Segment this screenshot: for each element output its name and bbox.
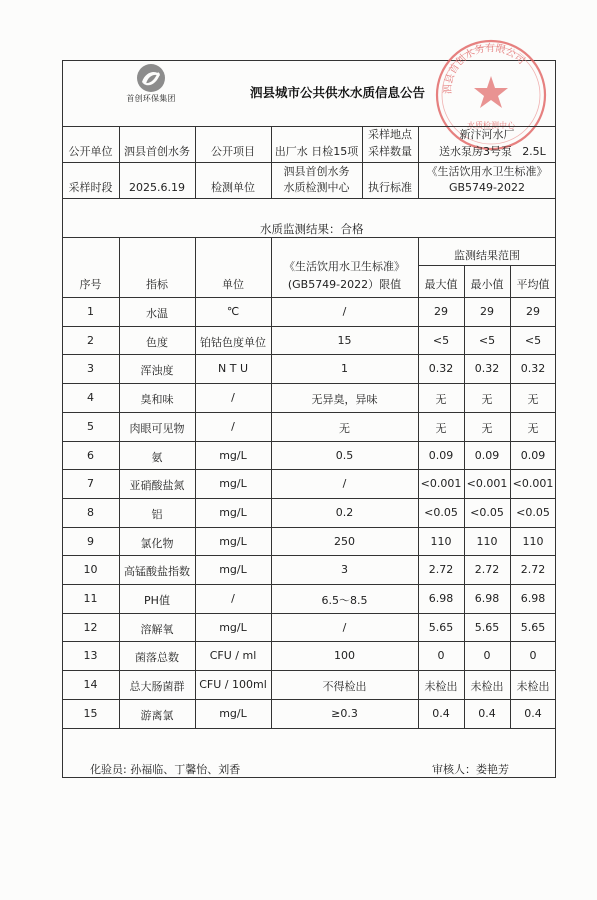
row-max: 未检出 (424, 680, 458, 694)
table-row-line (62, 555, 556, 556)
time-value: 2025.6.19 (129, 181, 185, 194)
unit-value-line2: 水质检测中心 (283, 181, 350, 194)
header-mid-line (62, 162, 556, 163)
row-seq: 14 (83, 678, 98, 692)
table-row-line (62, 699, 556, 700)
row-limit: / (342, 477, 347, 491)
row-unit: mg/L (219, 448, 247, 462)
row-indicator: 浑浊度 (140, 364, 174, 378)
range-sub-line (418, 265, 556, 266)
quantity-value: 2.5L (522, 145, 546, 158)
row-indicator: 菌落总数 (135, 651, 179, 665)
row-min: <0.001 (466, 477, 508, 491)
row-unit: CFU / 100ml (199, 678, 267, 692)
row-indicator: 水温 (146, 307, 168, 320)
table-row-line (62, 441, 556, 442)
row-max: 0.4 (432, 706, 450, 720)
row-indicator: 游离氯 (140, 708, 174, 722)
location-detail: 送水泵房3号泵 (439, 145, 512, 158)
table-row-line (62, 412, 556, 413)
table-row-line (62, 383, 556, 384)
document-title: 泗县城市公共供水水质信息公告 (250, 85, 426, 100)
row-limit: 无异臭，异味 (311, 393, 378, 407)
row-avg: 未检出 (516, 680, 550, 694)
row-avg: 0.32 (520, 362, 546, 376)
table-row-line (62, 354, 556, 355)
table-row-line (62, 527, 556, 528)
location-label: 采样地点 (368, 128, 412, 141)
row-min: 0.09 (474, 448, 500, 462)
table-row-line (62, 584, 556, 585)
row-max: <0.001 (420, 477, 462, 491)
row-indicator: 铝 (151, 507, 163, 521)
seal-sub: 水质检测中心 (467, 121, 515, 130)
row-indicator: 高锰酸盐指数 (124, 565, 190, 579)
row-unit: / (231, 419, 235, 433)
row-min: 0.32 (474, 362, 500, 376)
row-seq: 7 (87, 477, 94, 491)
table-row-line (62, 297, 556, 298)
row-avg: 0 (529, 649, 537, 663)
row-avg: <0.05 (516, 505, 550, 519)
row-limit: 不得检出 (322, 680, 367, 694)
row-min: 未检出 (470, 680, 504, 694)
quantity-label: 采样数量 (368, 145, 412, 158)
row-max: 5.65 (428, 620, 454, 634)
row-max: 无 (435, 393, 447, 407)
time-label: 采样时段 (68, 181, 113, 194)
header-range: 监测结果范围 (454, 249, 520, 262)
row-limit: 100 (334, 649, 355, 663)
row-unit: mg/L (219, 534, 247, 548)
row-limit: 无 (339, 421, 350, 435)
unit-value-line1: 泗县首创水务 (283, 165, 350, 178)
row-max: 0.09 (428, 448, 454, 462)
row-limit: 3 (341, 563, 348, 577)
row-unit: mg/L (219, 563, 247, 577)
row-min: <5 (478, 333, 496, 347)
row-min: 5.65 (474, 620, 500, 634)
row-min: 6.98 (474, 592, 500, 605)
row-seq: 2 (87, 333, 94, 347)
row-unit: mg/L (219, 505, 247, 519)
project-label: 公开项目 (211, 145, 255, 158)
row-max: <0.05 (424, 505, 458, 519)
row-indicator: 臭和味 (140, 393, 174, 407)
row-avg: 无 (527, 393, 539, 407)
row-unit: CFU / ml (209, 649, 257, 663)
table-row-line (62, 641, 556, 642)
row-unit: mg/L (219, 477, 247, 491)
row-max: 6.98 (428, 592, 454, 605)
row-max: <5 (432, 333, 450, 347)
seal-text: 泗县首创水务有限公司 (442, 43, 527, 95)
svg-text:泗县首创水务有限公司 (442, 41, 528, 94)
row-unit: N T U (218, 362, 248, 376)
row-unit: / (231, 592, 235, 605)
table-row-line (62, 498, 556, 499)
row-seq: 6 (87, 448, 94, 462)
row-seq: 9 (87, 534, 94, 548)
row-unit: mg/L (219, 620, 247, 634)
row-limit: 1 (341, 362, 348, 376)
header-seq: 序号 (79, 278, 102, 291)
header-min: 最小值 (470, 278, 504, 291)
row-seq: 13 (83, 649, 98, 663)
row-indicator: 氯化物 (140, 536, 174, 550)
row-min: 无 (481, 393, 493, 407)
header-top-line (62, 126, 556, 127)
row-indicator: 肉眼可见物 (129, 421, 185, 435)
location-value: 新汴河水厂 (459, 128, 515, 141)
row-min: 2.72 (474, 563, 500, 577)
row-seq: 4 (87, 391, 94, 405)
row-max: 无 (435, 421, 447, 435)
row-min: <0.05 (470, 505, 504, 519)
row-indicator: 色度 (146, 335, 168, 349)
row-limit: 0.2 (335, 505, 354, 519)
unit-label: 检测单位 (211, 181, 255, 194)
row-avg: 0.09 (520, 448, 546, 462)
row-min: 无 (481, 421, 493, 435)
table-top-line (62, 237, 556, 238)
row-indicator: 总大肠菌群 (129, 680, 185, 694)
publisher-label: 公开单位 (68, 145, 113, 158)
row-min: 0 (483, 649, 491, 663)
header-limit-line1: 《生活饮用水卫生标准》 (284, 260, 405, 273)
row-limit: 250 (334, 534, 355, 548)
row-limit: / (342, 305, 347, 318)
row-avg: <5 (524, 333, 542, 347)
row-unit: ℃ (226, 305, 240, 318)
row-limit: ≥0.3 (331, 706, 358, 720)
standard-value-line2: GB5749-2022 (448, 181, 526, 194)
table-row-line (62, 670, 556, 671)
row-avg: 2.72 (520, 563, 546, 577)
row-unit: / (231, 391, 235, 405)
row-avg: <0.001 (512, 477, 554, 491)
row-indicator: 氨 (151, 450, 163, 464)
row-limit: / (342, 620, 347, 634)
header-avg: 平均值 (516, 278, 550, 291)
publisher-value: 泗县首创水务 (124, 145, 190, 158)
row-seq: 8 (87, 505, 94, 519)
row-limit: 6.5～8.5 (321, 594, 368, 607)
row-max: 0.32 (428, 362, 454, 376)
row-avg: 5.65 (520, 620, 546, 634)
logo-org-name: 首创环保集团 (126, 94, 176, 103)
table-row-line (62, 613, 556, 614)
row-avg: 110 (522, 534, 544, 548)
row-max: 29 (434, 305, 448, 318)
row-seq: 10 (83, 563, 98, 577)
row-seq: 1 (87, 305, 94, 318)
header-unit: 单位 (222, 278, 244, 291)
row-unit: 铂钴色度单位 (200, 335, 266, 349)
row-seq: 3 (87, 362, 94, 376)
table-row-line (62, 326, 556, 327)
table-row-line (62, 728, 556, 729)
row-max: 110 (430, 534, 452, 548)
row-max: 0 (437, 649, 445, 663)
header-max: 最大值 (424, 278, 458, 291)
reviewer-signature-line: 审核人：娄艳芳 (432, 763, 509, 776)
row-avg: 29 (526, 305, 540, 318)
row-indicator: PH值 (144, 594, 170, 607)
standard-value-line1: 《生活饮用水卫生标准》 (426, 165, 548, 178)
testers-signature-line: 化验员: 孙福临、丁馨怡、刘香 (90, 763, 241, 776)
header-indicator: 指标 (146, 278, 168, 291)
row-max: 2.72 (428, 563, 454, 577)
row-seq: 15 (83, 706, 98, 720)
row-avg: 6.98 (520, 592, 546, 605)
table-row-line (62, 469, 556, 470)
logo-caption (116, 93, 186, 104)
header-bottom-line (62, 198, 556, 199)
row-limit: 0.5 (335, 448, 354, 462)
row-avg: 0.4 (524, 706, 542, 720)
result-summary: 水质监测结果：合格 (260, 222, 364, 236)
row-seq: 12 (83, 620, 98, 634)
row-seq: 5 (87, 419, 94, 433)
row-unit: mg/L (219, 706, 247, 720)
row-avg: 无 (527, 421, 539, 435)
project-value: 出厂水 日检15项 (274, 145, 359, 158)
standard-label: 执行标准 (368, 181, 412, 194)
row-indicator: 亚硝酸盐氮 (129, 479, 185, 493)
row-min: 0.4 (478, 706, 496, 720)
row-seq: 11 (83, 592, 98, 605)
row-limit: 15 (337, 333, 352, 347)
row-indicator: 溶解氧 (140, 622, 174, 636)
row-min: 110 (476, 534, 498, 548)
header-limit-line2: (GB5749-2022）限值 (287, 278, 402, 291)
row-min: 29 (480, 305, 494, 318)
